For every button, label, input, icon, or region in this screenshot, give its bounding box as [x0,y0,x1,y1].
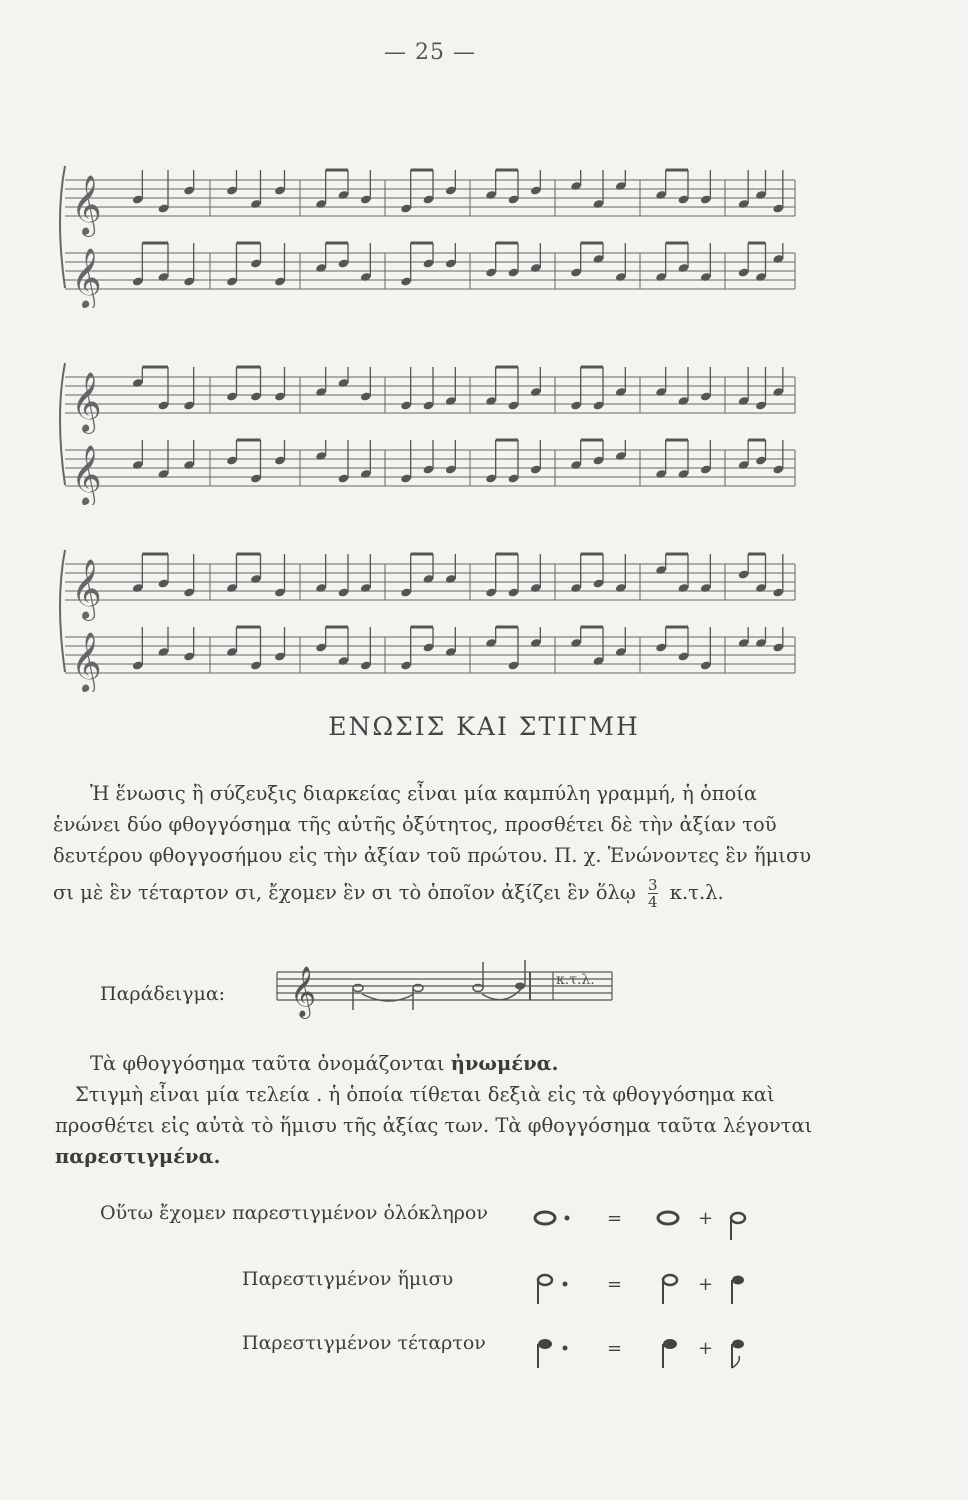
dotted-quarter-label: Παρεστιγμένον τέταρτον [242,1332,486,1354]
dotted-whole-equation [525,1196,885,1240]
text-segment: Τὰ φθογγόσημα ταῦτα ὀνομάζονται [90,1052,445,1075]
svg-text:+: + [698,1338,714,1359]
svg-text:+: + [698,1274,714,1295]
svg-text:=: = [607,1274,623,1295]
fraction [648,875,658,911]
dotted-half-label: Παρεστιγμένον ἥμισυ [242,1268,454,1290]
text-line [55,1048,845,1079]
section-title: ΕΝΩΣΙΣ ΚΑΙ ΣΤΙΓΜΗ [328,712,640,741]
svg-text:𝄞: 𝄞 [71,175,102,235]
dotted-whole-label: Οὕτω ἔχομεν παρεστιγμένον ὁλόκληρον [100,1202,488,1224]
svg-text:𝄞: 𝄞 [71,445,102,505]
term-tied: ἠνωμένα. [450,1052,559,1075]
fraction-denominator: 4 [648,892,658,911]
paragraph-tie-definition [53,778,868,911]
text-segment: σι μὲ ἓν τέταρτον σι, ἔχομεν ἓν σι τὸ ὁποῖον ἀξίζει ἓν ὅλῳ [53,881,636,904]
text-line: Ἡ ἕνωσις ἢ σύζευξις διαρκείας εἶναι μία καμπύλη γραμμή, ἡ ὁποία [90,782,758,805]
text-line: προσθέτει εἰς αὐτὰ τὸ ἥμισυ τῆς ἀξίας των. Τὰ φθογγόσημα ταῦτα λέγονται [55,1114,813,1137]
text-line: δευτέρου φθογγοσήμου εἰς τὴν ἀξίαν τοῦ πρώτου. Π. χ. Ἑνώνοντες ἓν ἥμισυ [53,844,812,867]
example-staff [272,950,617,1030]
svg-text:𝄞: 𝄞 [71,632,102,692]
ktl-label: κ.τ.λ. [556,972,595,988]
page-number: — 25 — [384,40,476,65]
text-line [53,877,868,910]
score-system-2 [55,345,800,505]
svg-text:=: = [607,1338,623,1359]
paragraph-dot-definition [55,1048,845,1172]
fraction-numerator: 3 [648,875,658,894]
dotted-quarter-equation [525,1326,885,1370]
dotted-half-equation [525,1262,885,1306]
svg-text:𝄞: 𝄞 [71,559,102,619]
text-line: Στιγμὴ εἶναι μία τελεία . ἡ ὁποία τίθεται δεξιὰ εἰς τὰ φθογγόσημα καὶ [75,1083,775,1106]
svg-text:𝄞: 𝄞 [290,966,317,1017]
text-line: ἑνώνει δύο φθογγόσημα τῆς αὐτῆς ὀξύτητος, προσθέτει δὲ τὴν ἀξίαν τοῦ [53,813,777,836]
svg-text:=: = [607,1208,623,1229]
score-system-3 [55,532,800,692]
svg-text:𝄞: 𝄞 [71,248,102,308]
text-segment: κ.τ.λ. [669,881,724,904]
svg-text:𝄞: 𝄞 [71,372,102,432]
text-line: παρεστιγμένα. [55,1145,221,1168]
example-label: Παράδειγμα: [100,983,226,1005]
svg-text:+: + [698,1208,714,1229]
score-system-1 [55,148,800,308]
